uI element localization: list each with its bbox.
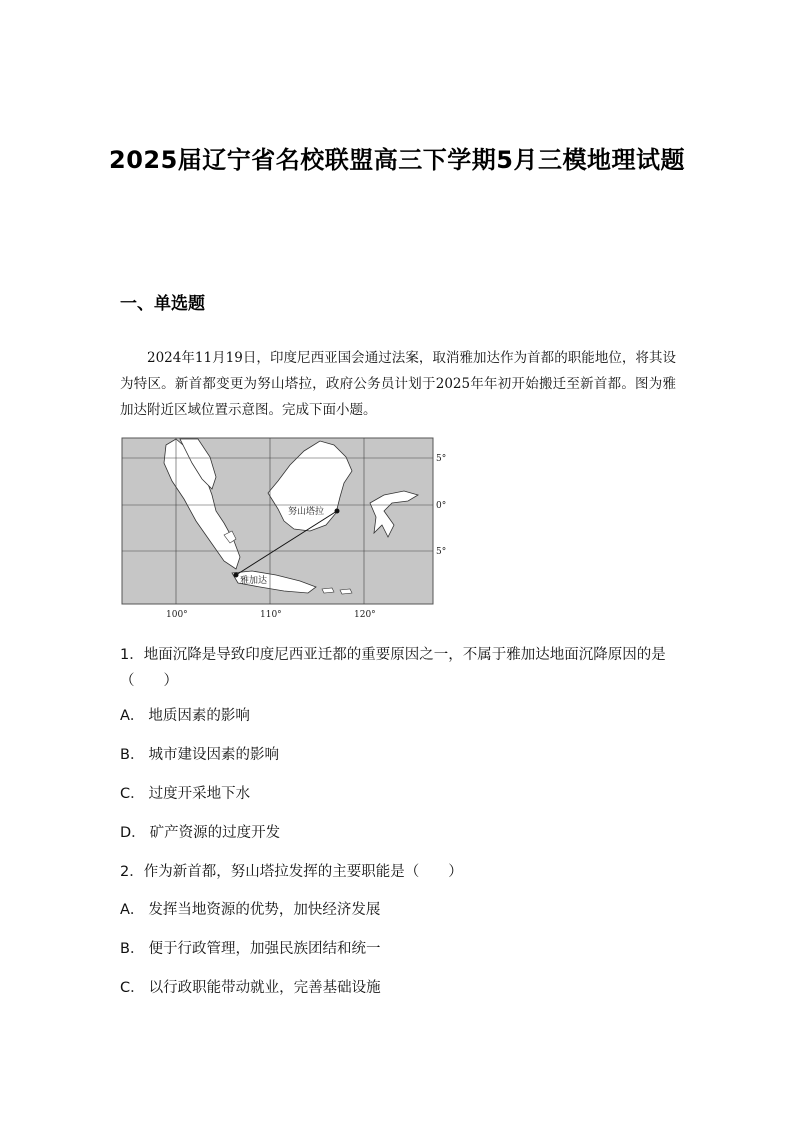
question-2 xyxy=(120,859,680,885)
question-1-option-a xyxy=(120,704,250,728)
lombok-island xyxy=(340,589,352,594)
option-text: 发挥当地资源的优势，加快经济发展 xyxy=(148,902,381,918)
question-2-number: 2． xyxy=(120,864,144,880)
option-label: A． xyxy=(120,708,145,724)
option-label: D． xyxy=(120,825,146,841)
option-label: B． xyxy=(120,941,145,957)
question-2-text: 作为新首都，努山塔拉发挥的主要职能是（ ） xyxy=(143,864,463,880)
nusantara-label: 努山塔拉 xyxy=(288,507,325,517)
lon-label-120: 120° xyxy=(354,610,376,620)
lat-label-5s: 5° xyxy=(436,547,447,557)
question-1-number: 1． xyxy=(120,647,144,663)
bali-island xyxy=(322,588,334,593)
option-text: 过度开采地下水 xyxy=(148,786,251,802)
lat-label-0: 0° xyxy=(436,501,447,511)
nusantara-marker xyxy=(335,509,340,514)
option-text: 以行政职能带动就业，完善基础设施 xyxy=(148,980,381,996)
location-map xyxy=(120,437,450,623)
lat-label-5n: 5° xyxy=(436,454,447,464)
location-map-svg xyxy=(120,437,450,623)
option-text: 地质因素的影响 xyxy=(148,708,250,724)
option-label: C． xyxy=(120,980,145,996)
option-label: C． xyxy=(120,786,145,802)
option-text: 矿产资源的过度开发 xyxy=(149,825,281,841)
question-1-text: 地面沉降是导致印度尼西亚迁都的重要原因之一，不属于雅加达地面沉降原因的是（ ） xyxy=(120,647,666,689)
question-1-option-c xyxy=(120,782,250,806)
document-title: 2025届辽宁省名校联盟高三下学期5月三模地理试题 xyxy=(109,146,685,174)
jakarta-marker xyxy=(234,573,239,578)
section-heading: 一、单选题 xyxy=(120,294,205,314)
intro-paragraph: 2024年11月19日，印度尼西亚国会通过法案，取消雅加达作为首都的职能地位，将其设为特区。新首都变更为努山塔拉，政府公务员计划于2025年年初开始搬迁至新首都。图为雅加达附近区域位置示意图。完成下面小题。 xyxy=(120,350,676,418)
lon-label-110: 110° xyxy=(260,610,282,620)
option-label: B． xyxy=(120,747,145,763)
option-text: 城市建设因素的影响 xyxy=(148,747,279,763)
option-label: A． xyxy=(120,902,145,918)
option-text: 便于行政管理，加强民族团结和统一 xyxy=(148,941,381,957)
lon-label-100: 100° xyxy=(166,610,188,620)
question-2-option-a xyxy=(120,898,380,922)
question-2-option-c xyxy=(120,976,381,1000)
question-2-option-b xyxy=(120,937,380,961)
question-1 xyxy=(120,642,680,694)
question-1-option-d xyxy=(120,821,280,845)
question-1-option-b xyxy=(120,743,279,767)
jakarta-label: 雅加达 xyxy=(240,576,268,586)
